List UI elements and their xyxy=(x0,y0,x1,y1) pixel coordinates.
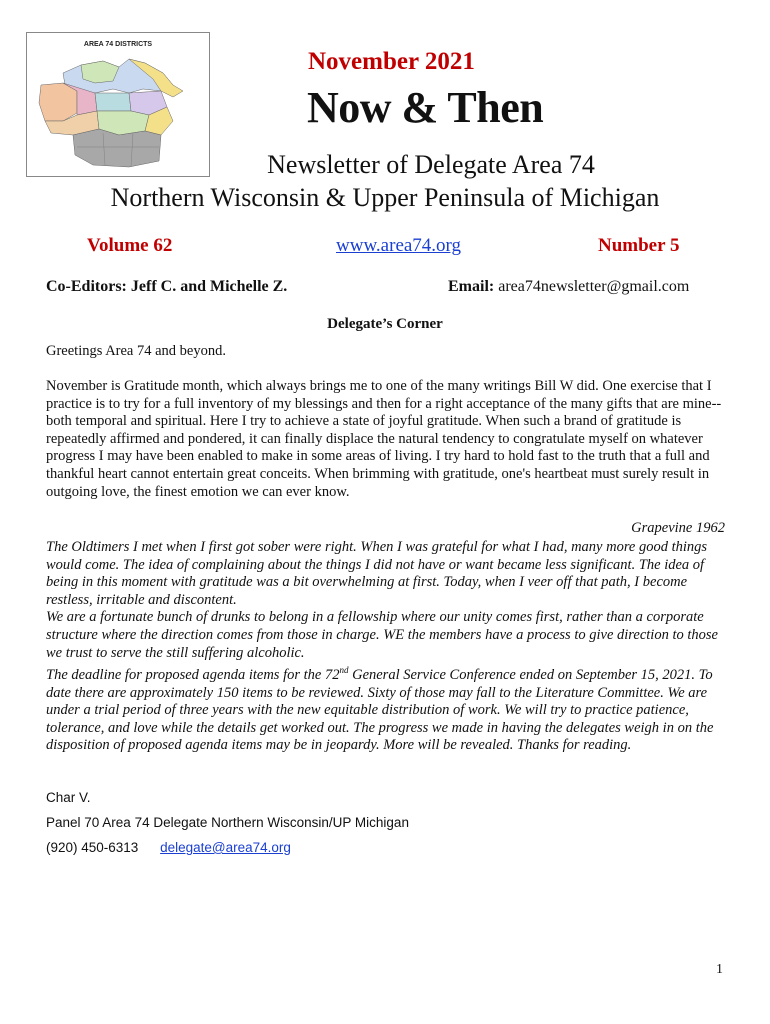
signature-phone: (920) 450-6313 xyxy=(46,840,139,855)
section-heading: Delegate’s Corner xyxy=(327,316,443,332)
message-paragraph: The Oldtimers I met when I first got sober were right. When I was grateful for what I had, many more good things would come. The idea of complaining about the things I did not have or want became less significant. The idea of being in this moment with gratitude was a bit overwhelming at first. Today, when I veer off that path, I become restless, irritable and discontent. xyxy=(46,539,708,608)
map-region xyxy=(95,93,131,111)
delegate-message xyxy=(46,539,736,755)
signature-contact xyxy=(46,840,291,855)
quote-attribution: Grapevine 1962 xyxy=(631,520,725,536)
signature-email-link[interactable]: delegate@area74.org xyxy=(160,840,291,855)
newsletter-subtitle: Newsletter of Delegate Area 74 xyxy=(267,150,595,179)
contact-email xyxy=(448,278,689,296)
map-title: AREA 74 DISTRICTS xyxy=(83,41,153,48)
greeting: Greetings Area 74 and beyond. xyxy=(46,343,226,359)
signature-title: Panel 70 Area 74 Delegate Northern Wisconsin/UP Michigan xyxy=(46,815,409,830)
article-paragraph: November is Gratitude month, which always brings me to one of the many writings Bill W did. One exercise that I practice is to try for a full inventory of my blessings and then for a right acceptance of the many gifts that are mine--both temporal and spiritual. Here I try to achieve a state of joyful gratitude. When such a brand of gratitude is repeatedly affirmed and pondered, it can finally displace the natural tendency to congratulate myself on whatever progress I may have been enabled to make in some areas of living. I try hard to hold fast to the truth that a full and thankful heart cannot entertain great conceits. When brimming with gratitude, one's heartbeat must surely result in outgoing love, the finest emotion we can ever know. xyxy=(46,378,722,500)
message-paragraph: We are a fortunate bunch of drunks to belong in a fellowship where our unity comes first, rather than a corporate structure where the direction comes from those in charge. WE the members have a process to give direction to those we trust to serve the still suffering alcoholic. xyxy=(46,609,718,661)
newsletter-region: Northern Wisconsin & Upper Peninsula of Michigan xyxy=(110,183,660,212)
signature-name: Char V. xyxy=(46,790,91,805)
volume-label: Volume 62 xyxy=(87,235,173,256)
website-link[interactable]: www.area74.org xyxy=(336,235,462,256)
newsletter-title: Now & Then xyxy=(307,83,544,132)
message-paragraph: The deadline for proposed agenda items for the 72nd General Service Conference ended on September 15, 2021. To date there are approximately 150 items to be reviewed. Sixty of those may fall to the Literature Committee. We are under a trial period of three years with the new equitable distribution of work. We will try to practice patience, tolerance, and love while the details get worked out. The progress we made in having the delegates weigh in on the disposition of proposed agenda items may be in jeopardy. More will be revealed. Thanks for reading. xyxy=(46,665,714,754)
co-editors: Co-Editors: Jeff C. and Michelle Z. xyxy=(46,278,288,295)
map-region xyxy=(81,61,119,83)
issue-month: November 2021 xyxy=(308,48,475,75)
map-region xyxy=(39,83,77,121)
issue-number: Number 5 xyxy=(598,235,680,256)
page-number: 1 xyxy=(716,962,723,977)
email-value[interactable]: area74newsletter@gmail.com xyxy=(498,278,690,295)
email-label: Email: xyxy=(448,278,495,295)
